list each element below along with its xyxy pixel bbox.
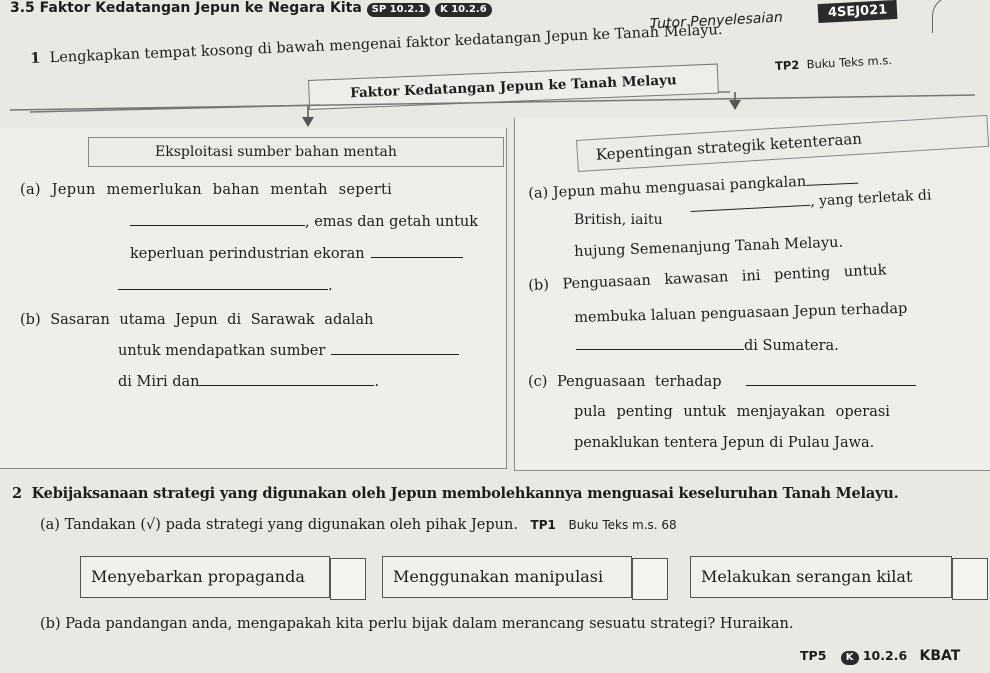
right-b-line2: membuka laluan penguasaan Jepun terhadap: [574, 300, 908, 326]
option-manipulasi: Menggunakan manipulasi: [382, 556, 632, 598]
q2-b-text: (b) Pada pandangan anda, mengapakah kita perlu bijak dalam merancang sesuatu strategi? Huraikan.: [40, 616, 794, 632]
left-a-line2: , emas dan getah untuk: [130, 214, 478, 230]
tp1-label: TP1: [530, 518, 556, 532]
footer-tags: TP5 K 10.2.6 KBAT: [800, 648, 961, 664]
right-c-line1: (c) Penguasaan terhadap: [528, 374, 916, 390]
option-serangan-kilat: Melakukan serangan kilat: [690, 556, 952, 598]
blank-a2[interactable]: [371, 257, 463, 258]
blank-r-c1[interactable]: [746, 385, 916, 386]
blank-b1[interactable]: [331, 354, 459, 355]
tp5-label: TP5: [800, 648, 827, 663]
left-a-line3: keperluan perindustrian ekoran: [130, 246, 463, 262]
q2-a-text: (a) Tandakan (√) pada strategi yang digunakan oleh pihak Jepun. TP1 Buku Teks m.s. 68: [40, 517, 677, 533]
diagram-title: Faktor Kedatangan Jepun ke Tanah Melayu: [308, 64, 719, 110]
tickbox-propaganda[interactable]: [330, 558, 366, 600]
left-b-line3: di Miri dan .: [118, 374, 380, 390]
option-propaganda: Menyebarkan propaganda: [80, 556, 330, 598]
blank-r-b1[interactable]: [576, 349, 744, 350]
tp-label: TP2 Buku Teks m.s.: [774, 52, 893, 74]
tickbox-serangan-kilat[interactable]: [952, 558, 988, 600]
right-c-line2: pula penting untuk menjayakan operasi: [574, 404, 890, 420]
blank-b2[interactable]: [199, 385, 374, 386]
q2-text: 2 Kebijaksanaan strategi yang digunakan oleh Jepun membolehkannya menguasai keseluruhan Tanah Melayu.: [12, 485, 899, 502]
left-panel: [0, 128, 507, 469]
right-title: Kepentingan strategik ketenteraan: [595, 129, 863, 164]
buku-teks-ref: Buku Teks m.s. 68: [568, 518, 677, 532]
section-title: 3.5 Faktor Kedatangan Jepun ke Negara Kita SP 10.2.1 K 10.2.6: [10, 0, 492, 17]
blank-a1[interactable]: [130, 225, 305, 226]
kbat-tag: KBAT: [919, 648, 961, 664]
blank-r-a1[interactable]: [806, 183, 858, 186]
k-footer-badge: K: [841, 651, 859, 665]
left-a-line4: .: [118, 278, 333, 294]
code-badge[interactable]: 4SEJ021: [818, 0, 898, 23]
right-b-line3: di Sumatera.: [576, 338, 839, 354]
tickbox-manipulasi[interactable]: [632, 558, 668, 600]
right-c-line3: penaklukan tentera Jepun di Pulau Jawa.: [574, 435, 875, 451]
right-a-line2: British, iaitu: [574, 212, 663, 228]
sp-badge: SP 10.2.1: [367, 3, 430, 17]
tutor-label: Tutor Penyelesaian: [649, 9, 784, 33]
left-b-line1: (b) Sasaran utama Jepun di Sarawak adalah: [20, 312, 374, 328]
right-a-line2b: , yang terletak di: [690, 187, 932, 216]
left-a-line1: (a) Jepun memerlukan bahan mentah seperti: [20, 182, 393, 198]
left-panel-title-bar: [88, 137, 504, 167]
blank-a3[interactable]: [118, 289, 328, 290]
q1-text: 1 Lengkapkan tempat kosong di bawah mengenai faktor kedatangan Jepun ke Tanah Melayu.: [30, 21, 723, 67]
right-a-line1: (a) Jepun mahu menguasai pangkalan: [528, 172, 858, 202]
left-title: Eksploitasi sumber bahan mentah: [155, 144, 397, 160]
right-b-line1: (b) Penguasaan kawasan ini penting untuk: [528, 262, 887, 294]
left-b-line2: untuk mendapatkan sumber: [118, 343, 459, 359]
k-badge: K 10.2.6: [435, 3, 492, 17]
right-a-line3: hujung Semenanjung Tanah Melayu.: [574, 234, 844, 260]
